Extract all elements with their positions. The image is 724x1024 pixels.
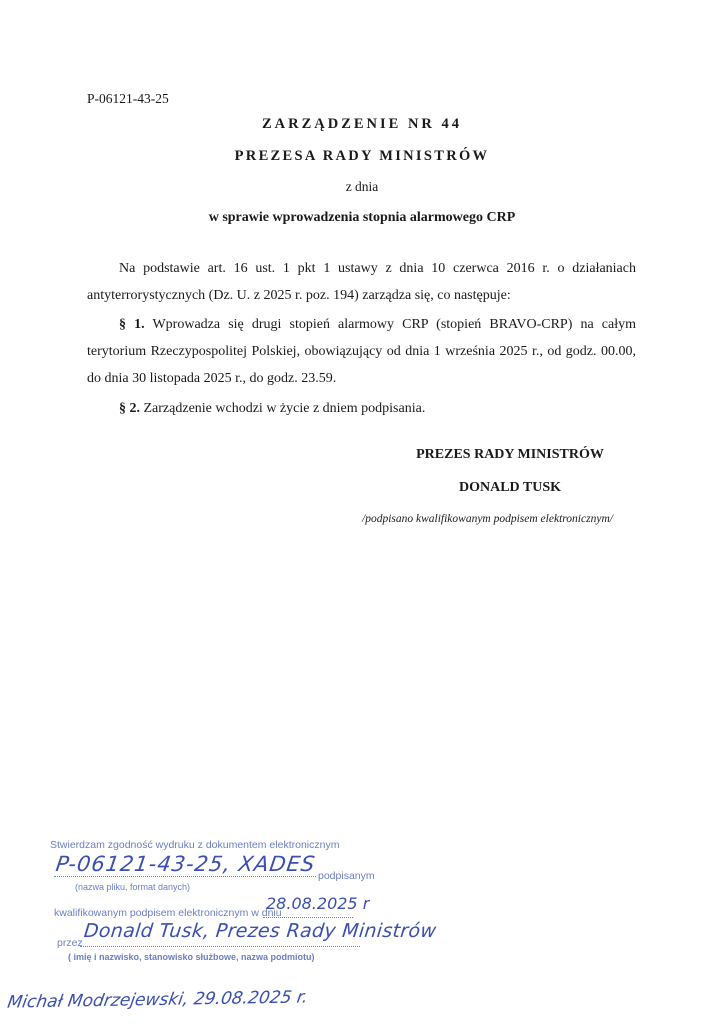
stamp-date-handwriting: 28.08.2025 r (266, 894, 370, 913)
stamp-line-3: kwalifikowanym podpisem elektronicznym w dniu (54, 907, 282, 919)
section-2-text: Zarządzenie wchodzi w życie z dniem podpisania. (140, 401, 426, 416)
stamp-line-2-suffix: podpisanym (318, 870, 375, 882)
stamp-dotted-line-file (54, 876, 316, 877)
intro-paragraph (87, 255, 636, 309)
stamp-line-1: Stwierdzam zgodność wydruku z dokumentem elektronicznym (50, 839, 340, 851)
signatory-name: DONALD TUSK (458, 480, 562, 495)
document-subject: w sprawie wprowadzenia stopnia alarmowego CRP (208, 210, 516, 225)
signatory-title: PREZES RADY MINISTRÓW (416, 447, 604, 462)
signature-note: /podpisano kwalifikowanym podpisem elektronicznym/ (362, 513, 613, 525)
stamp-file-caption: (nazwa pliku, format danych) (75, 882, 191, 892)
stamp-file-handwriting: P-06121-43-25, XADES (54, 852, 318, 876)
intro-text: Na podstawie art. 16 ust. 1 pkt 1 ustawy z dnia 10 czerwca 2016 r. o działaniach antyterrorystycznych (Dz. U. z 2025 r. poz. 194) zarządza się, co następuje: (87, 261, 636, 303)
document-date-line: z dnia (345, 179, 379, 194)
stamp-line-4-prefix: przez (57, 937, 83, 949)
document-issuer: PREZESA RADY MINISTRÓW (234, 148, 490, 164)
document-reference: P-06121-43-25 (87, 91, 169, 106)
section-2-label: § 2. (119, 401, 140, 416)
section-1-label: § 1. (119, 317, 145, 332)
stamp-signer-handwriting: Donald Tusk, Prezes Rady Ministrów (82, 920, 438, 942)
document-title: ZARZĄDZENIE NR 44 (261, 116, 463, 132)
stamp-dotted-line-date (263, 917, 353, 918)
stamp-signer-caption: ( imię i nazwisko, stanowisko służbowe, nazwa podmiotu) (68, 952, 315, 962)
section-1-text: Wprowadza się drugi stopień alarmowy CRP (stopień BRAVO-CRP) na całym terytorium Rzeczypospolitej Polskiej, obowiązujący od dnia 1 września 2025 r., od godz. 00.00, do dnia 30 listopada 2025 r., do godz. 23.59. (87, 317, 637, 386)
section-2 (87, 395, 636, 422)
section-1 (87, 311, 636, 392)
stamp-dotted-line-signer (80, 946, 360, 947)
handwritten-annotation: Michał Modrzejewski, 29.08.2025 r. (5, 987, 310, 1013)
